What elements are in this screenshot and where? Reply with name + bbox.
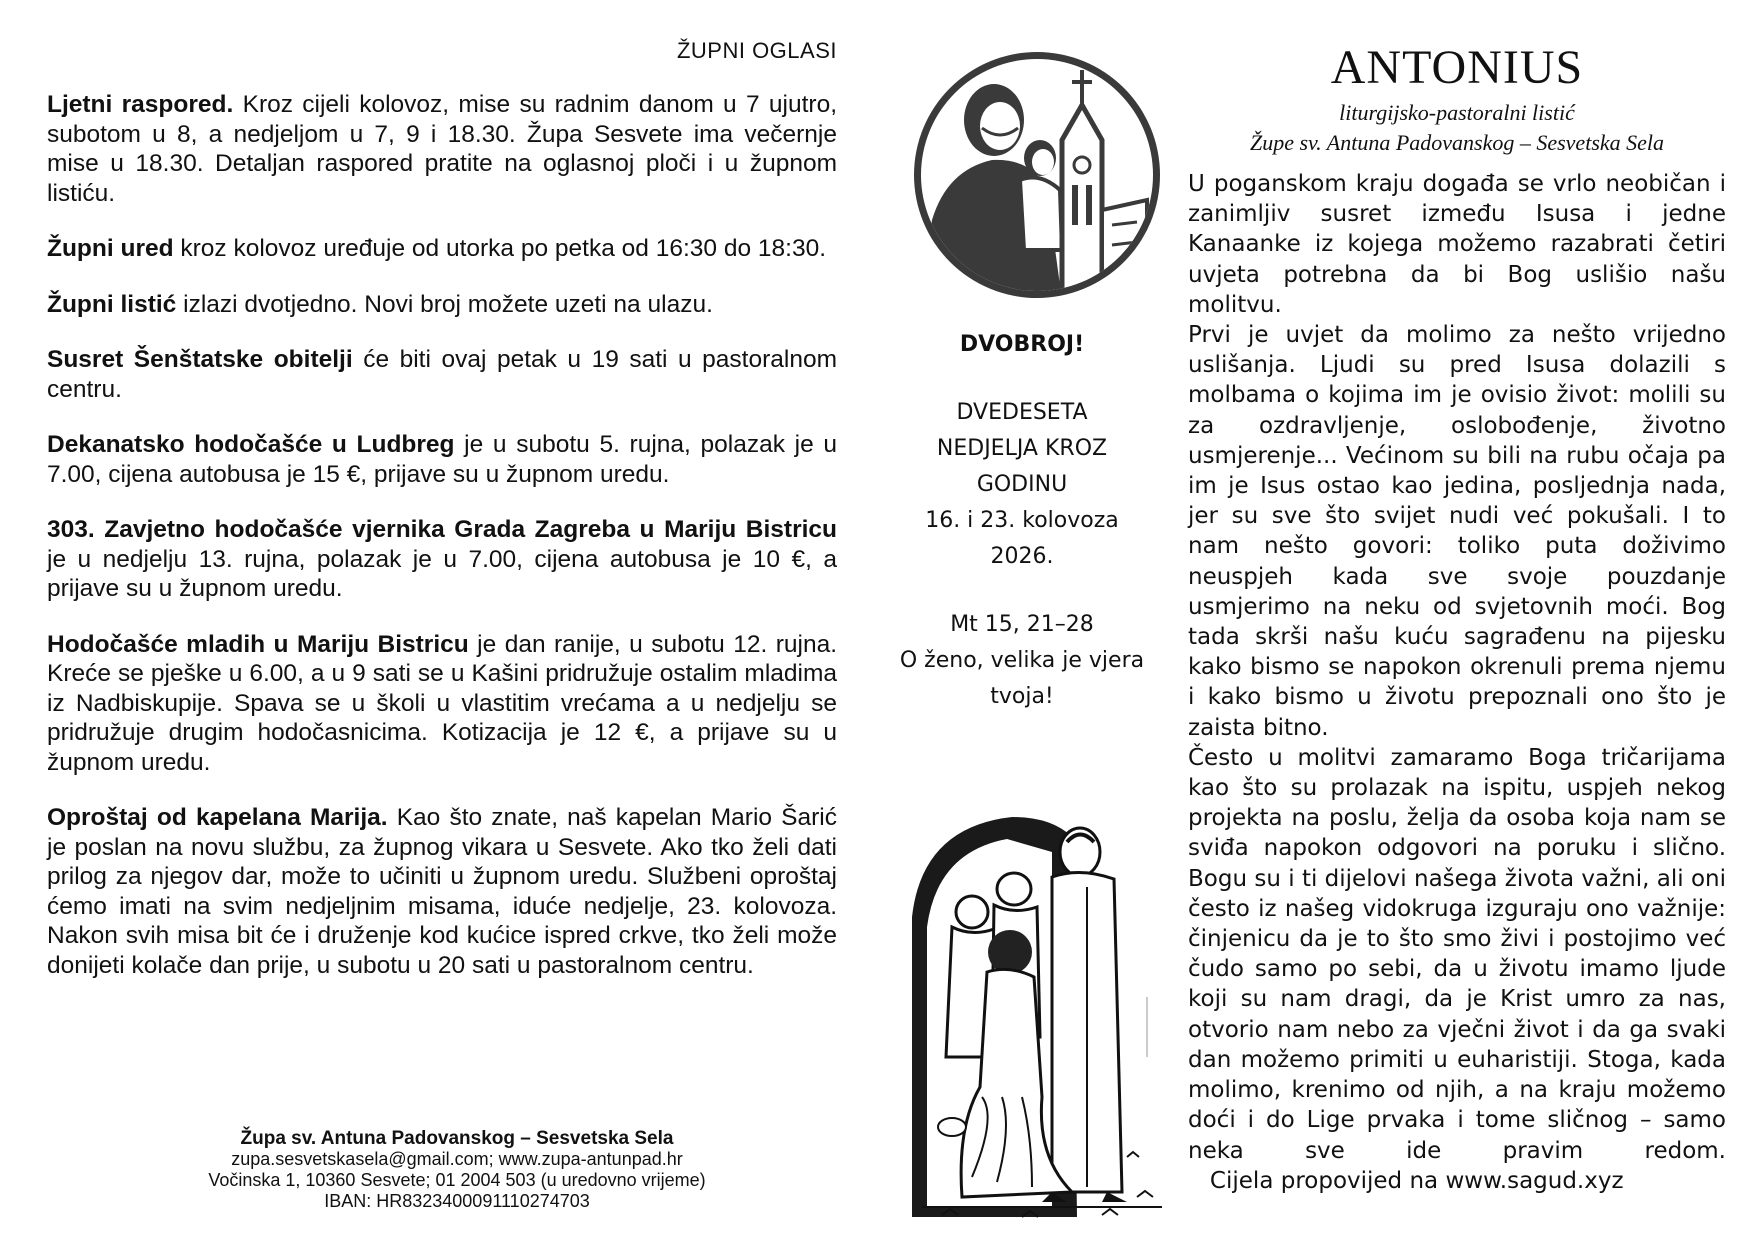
sunday-name-line: GODINU bbox=[976, 472, 1068, 497]
bulletin-subtitle-line: liturgijsko-pastoralni listić bbox=[1339, 100, 1575, 125]
issue-dates: 16. i 23. kolovoza bbox=[925, 508, 1119, 533]
full-homily-link[interactable]: Cijela propovijed na www.sagud.xyz bbox=[1188, 1167, 1624, 1194]
homily-paragraph: U poganskom kraju događa se vrlo neobičan i zanimljiv susret između Isusa i jedne Kanaanke iz kojega možemo razabrati četiri uvjeta potrebna da bi Bog uslišio našu molitvu. bbox=[1188, 171, 1726, 318]
notice-parish-bulletin bbox=[47, 290, 837, 320]
notice-title: Oproštaj od kapelana Marija. bbox=[47, 804, 388, 831]
notice-text: Kroz cijeli kolovoz, mise su radnim danom u 7 ujutro, subotom u 8, a nedjeljom u 7, 9 i 18.30. Župa Sesvete ima večernje mise u 18.30. Detaljan raspored pratite na oglasnoj ploči i u župnom listiću. bbox=[47, 91, 837, 207]
cover-column bbox=[872, 45, 1172, 1235]
issue-info bbox=[872, 327, 1172, 715]
footer-iban: IBAN: HR8323400091110274703 bbox=[324, 1191, 590, 1211]
notice-text: izlazi dvotjedno. Novi broj možete uzeti na ulazu. bbox=[176, 290, 713, 318]
notice-text: je u subotu 5. rujna, polazak je u 7.00, cijena autobusa je 15 €, prijave su u župnom uredu. bbox=[47, 431, 837, 488]
notice-title: 303. Zavjetno hodočašće vjernika Grada Zagreba u Mariju Bistricu bbox=[47, 516, 837, 543]
issue-year: 2026. bbox=[990, 544, 1054, 569]
parish-footer bbox=[47, 1128, 867, 1212]
sunday-name-line: NEDJELJA KROZ bbox=[936, 436, 1108, 461]
notices-list bbox=[47, 90, 837, 1006]
notice-summer-schedule bbox=[47, 90, 837, 208]
notice-zagreb-pilgrimage bbox=[47, 515, 837, 604]
notice-text: će biti ovaj petak u 19 sati u pastoralnom centru. bbox=[47, 346, 838, 403]
sunday-name-line: DVEDESETA bbox=[956, 400, 1088, 425]
double-issue-label: DVOBROJ! bbox=[959, 332, 1085, 357]
notice-title: Hodočašće mladih u Mariju Bistricu bbox=[47, 630, 469, 658]
gospel-quote-line: tvoja! bbox=[990, 684, 1054, 709]
homily-column bbox=[1188, 38, 1726, 1228]
homily-paragraph-text: Često u molitvi zamaramo Boga tričarijama kao što su prolazak na ispitu, uspjeh nekog projekta na poslu, želja da osoba koja nam se sviđa napokon odgovori na poruku i slično. Bogu su i ti dijelovi našega života važni, ali oni često iz našeg vidokruga izguraju ono važnije: činjenicu da je to što smo živi i postojimo već čudo samo po sebi, da u životu imamo ljude koji su nam dragi, da je Krist umro za nas, otvorio nam nebo za vječni život i da ga svaki dan možemo primiti u euharistiji. Stoga, kada molimo, krenimo od njih, a na kraju možemo doći i do Lige prvaka i tome sličnog – samo neka sve ide pravim redom. bbox=[1188, 744, 1726, 1164]
notice-youth-pilgrimage bbox=[47, 630, 837, 778]
notice-parish-office bbox=[47, 234, 837, 264]
homily-paragraph bbox=[1188, 743, 1726, 1196]
notice-title: Župni listić bbox=[47, 290, 177, 318]
notice-text: je dan ranije, u subotu 12. rujna. Kreće se pješke u 6.00, a u 9 sati se u Kašini pridružuje ostalim mladima iz Nadbiskupije. Spava se u školi u vlastitim vrećama a u nedjelju se pridružuje drugim hodočasnicima. Kotizacija je 12 €, a prijave su u župnom uredu. bbox=[47, 630, 837, 776]
bulletin-title: ANTONIUS bbox=[1330, 41, 1584, 94]
notice-ludbreg-pilgrimage bbox=[47, 430, 837, 489]
notice-text: Kao što znate, naš kapelan Mario Šarić je poslan na novu službu, za župnog vikara u Sesvete. Ako tko želi dati prilog za njegov dar, može to učiniti u župnom uredu. Službeni oproštaj ćemo imati na svim nedjeljnim misama, iduće nedjelje, 23. kolovoza. Nakon svih misa bit će i druženje kod kućice ispred crkve, tko želi može donijeti kolače dan prije, u subotu u 20 sati u pastoralnom centru. bbox=[47, 804, 837, 979]
notice-title: Dekanatsko hodočašće u Ludbreg bbox=[47, 431, 455, 458]
bulletin-subtitle-line: Župe sv. Antuna Padovanskog – Sesvetska Sela bbox=[1249, 130, 1665, 155]
bulletin-subtitle bbox=[1188, 98, 1726, 158]
jesus-and-canaanite-woman-drawing-icon bbox=[902, 797, 1172, 1232]
parish-notices-column bbox=[47, 38, 837, 1228]
footer-parish-name: Župa sv. Antuna Padovanskog – Sesvetska Sela bbox=[240, 1128, 674, 1149]
footer-address: Vočinska 1, 10360 Sesvete; 01 2004 503 (u uredovno vrijeme) bbox=[208, 1170, 706, 1190]
homily-text bbox=[1188, 169, 1726, 1196]
st-anthony-church-logo-icon bbox=[912, 50, 1162, 300]
notice-title: Susret Šenštatske obitelji bbox=[47, 346, 353, 373]
notice-schoenstatt-meeting bbox=[47, 345, 837, 404]
gospel-quote-line: O ženo, velika je vjera bbox=[899, 648, 1145, 673]
notice-text: je u nedjelju 13. rujna, polazak je u 7.00, cijena autobusa je 10 €, a prijave su u župnom uredu. bbox=[47, 545, 837, 602]
gospel-reference: Mt 15, 21–28 bbox=[950, 612, 1094, 637]
notice-title: Ljetni raspored. bbox=[47, 91, 234, 118]
notice-title: Župni ured bbox=[47, 235, 174, 262]
notice-chaplain-farewell bbox=[47, 803, 837, 980]
homily-paragraph: Prvi je uvjet da molimo za nešto vrijedno uslišanja. Ljudi su pred Isusa dolazili s molbama o kojima im je ovisio život: molili su za ozdravljenje, oslobođenje, životno usmjerenje... Većinom su bili na rubu očaja pa im je Isus ostao kao jedina, posljednja nada, jer su sve što svijet nudi već pokušali. I to nam nešto govori: toliko puta doživimo neuspjeh kada sve svoje pouzdanje usmjerimo na neku od svjetovnih moći. Bog tada skrši našu kuću sagrađenu na pijesku kako bismo se napokon okrenuli prema njemu i kako bismo u životu prepoznali ono što je zaista bitno. bbox=[1188, 322, 1726, 741]
footer-contact: zupa.sesvetskasela@gmail.com; www.zupa-antunpad.hr bbox=[231, 1149, 683, 1169]
notice-text: kroz kolovoz uređuje od utorka po petka od 16:30 do 18:30. bbox=[173, 235, 826, 262]
notices-heading: ŽUPNI OGLASI bbox=[676, 38, 837, 63]
